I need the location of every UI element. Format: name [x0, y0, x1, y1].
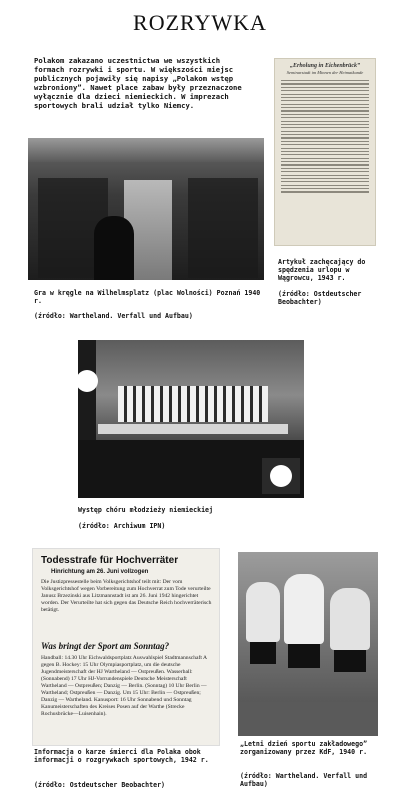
photo1-caption: Gra w kręgle na Wilhelmsplatz (plac Wolności) Poznań 1940 r. — [34, 289, 261, 306]
newspaper-headline: „Erholung in Eichenbrück” — [289, 63, 361, 69]
page-title: ROZRYWKA — [133, 10, 267, 35]
stage-edge — [98, 424, 288, 434]
emblem-icon — [270, 465, 292, 487]
sky-area — [28, 138, 264, 162]
photo3-source: (źródło: Wartheland. Verfall und Aufbau) — [240, 772, 368, 789]
photo1-source: (źródło: Wartheland. Verfall und Aufbau) — [34, 312, 193, 320]
banner-right — [262, 458, 300, 494]
emblem-icon — [78, 370, 98, 392]
bowling-photo — [28, 138, 264, 280]
photo2-caption: Występ chóru młodzieży niemieckiej — [78, 506, 213, 514]
ground — [238, 702, 378, 736]
intro-text: Polakom zakazano uczestnictwa we wszystkich formach rozrywki i sportu. W większości miejsc publicznych pojawiły się napisy „Polakom wstęp wzbroniony”. Nawet place zabaw były przeznaczone wyłącznie dla dzieci niemieckich. W imprezach sportowych brali udział tylko Niemcy. — [34, 56, 242, 110]
photo2-source: (źródło: Archiwum IPN) — [78, 522, 166, 530]
runner-shirt — [246, 582, 280, 642]
sport-body: Handball: 14.30 Uhr Eichwaldsportplatz Auswahlspiel Stadtmannschaft A gegen B. Hockey: 15 Uhr Olympiasportplatz, um die deutsche Jugendmeisterschaft der HJ Wartheland — Ostpreußen. Wasserball: (Sonnabend) 17 Uhr HJ-Vorrundenspiele Deutsche Meisterschaft Wartheland — Ostpreußen; Danzig — Berlin. (Sonntag) 10 Uhr Berlin — Wartheland; Ostpreußen — Danzig. Um 15 Uhr: Berlin — Ostpreußen; Danzig — Wartheland. Kanusport: 16 Uhr Sonnabend und Sonntag Kanumeisterschaften des Kreises Posen auf der Warthe (Strecke Rochusbrücke—Luisenhain). — [41, 655, 207, 717]
runner-shorts — [288, 644, 320, 668]
runner-shirt — [330, 588, 370, 650]
clipping — [32, 548, 220, 746]
choir-group — [118, 386, 268, 422]
photo3-caption: „Letni dzień sportu zakładowego” zorganizowany przez KdF, 1940 r. — [240, 740, 368, 757]
newspaper-source: (źródło: Ostdeutscher Beobachter) — [278, 290, 362, 307]
sport-title: Was bringt der Sport am Sonntag? — [41, 641, 170, 651]
runner-shirt — [284, 574, 324, 644]
runner-shorts — [250, 642, 276, 664]
clipping-subhead: Hinrichtung am 26. Juni vollzogen — [51, 569, 149, 575]
runner-shorts — [334, 650, 366, 672]
newspaper-caption: Artykuł zachęcający do spędzenia urlopu w Wągrowcu, 1943 r. — [278, 258, 366, 283]
clipping-source: (źródło: Ostdeutscher Beobachter) — [34, 781, 166, 789]
newspaper-article — [274, 58, 376, 246]
newspaper-body — [275, 80, 375, 193]
newspaper-subhead: Seminarstadt im Minnen der Heimatkunde — [286, 70, 364, 75]
player-figure — [94, 216, 134, 280]
clipping-headline: Todesstrafe für Hochverräter — [41, 555, 179, 566]
clipping-body: Die Justizpressestelle beim Volksgerichtshof teilt mit: Der vom Volksgerichtshof wegen Vorbereitung zum Hochverrat zum Tode verurteilte Janusz Brzezinski aus Litzmannstadt ist am 26. Juni 1942 hingerichtet worden. Der Verurteilte hat sich gegen das Deutsche Reich hochverräterisch betätigt. — [41, 579, 212, 613]
crowd-right — [188, 178, 258, 278]
clipping-caption: Informacja o karze śmierci dla Polaka obok informacji o rozgrywkach sportowych, 1942 r. — [34, 748, 209, 765]
sport-photo — [238, 552, 378, 736]
choir-photo — [78, 340, 304, 498]
